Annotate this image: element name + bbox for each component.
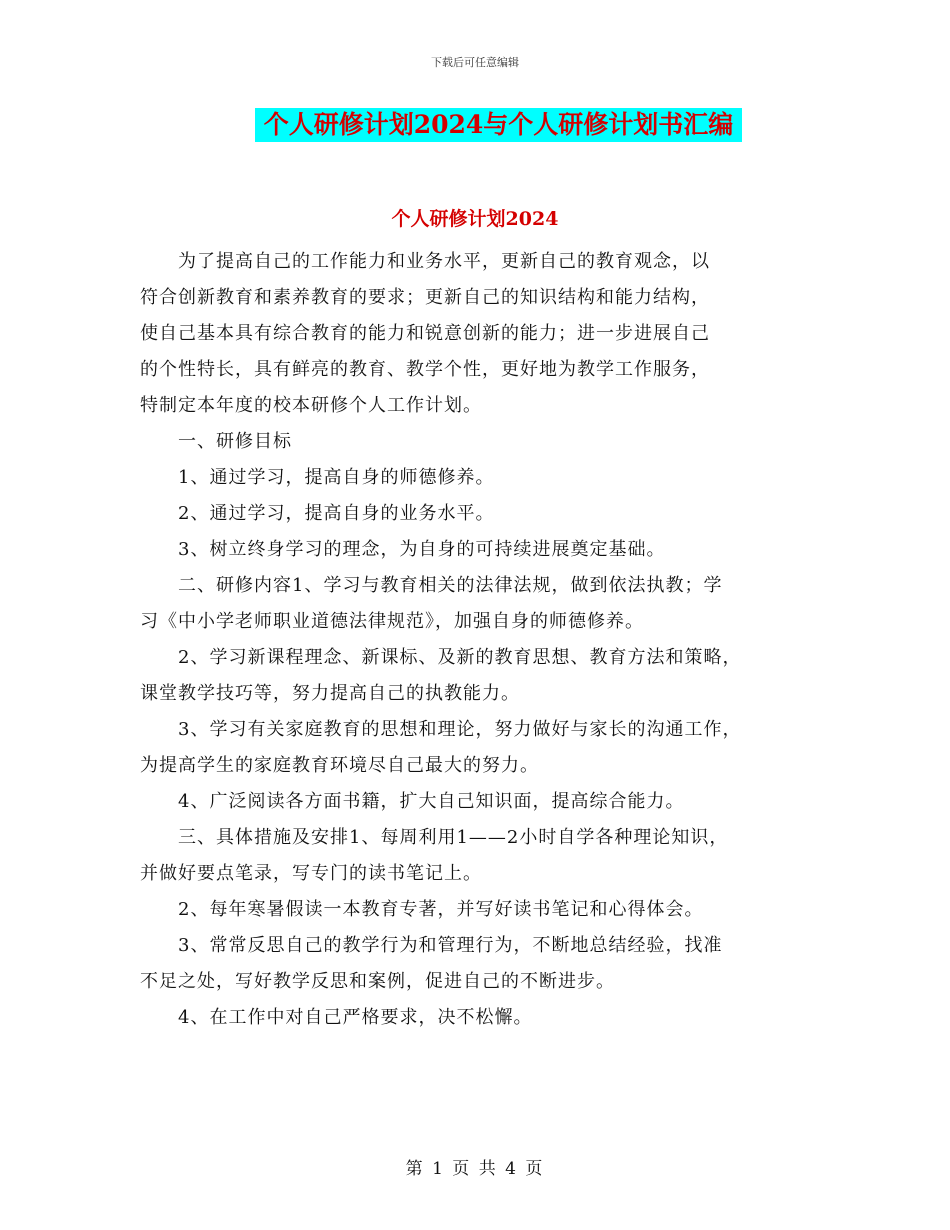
- page-header: 下载后可任意编辑: [431, 56, 519, 69]
- body-line: 1、通过学习，提高自身的师德修养。: [140, 467, 495, 488]
- body-line: 符合创新教育和素养教育的要求；更新自己的知识结构和能力结构，: [140, 287, 710, 308]
- body-line: 为提高学生的家庭教育环境尽自己最大的努力。: [140, 755, 539, 776]
- body-line: 4、在工作中对自己严格要求，决不松懈。: [140, 1007, 533, 1028]
- body-line: 三、具体措施及安排1、每周利用1——2小时自学各种理论知识，: [140, 827, 729, 848]
- document-title: 个人研修计划2024与个人研修计划书汇编: [255, 108, 742, 142]
- body-line: 不足之处，写好教学反思和案例，促进自己的不断进步。: [140, 971, 615, 992]
- page-footer: 第 1 页 共 4 页: [405, 1159, 545, 1179]
- body-line: 2、通过学习，提高自身的业务水平。: [140, 503, 495, 524]
- body-line: 3、树立终身学习的理念，为自身的可持续进展奠定基础。: [140, 539, 666, 560]
- body-line: 为了提高自己的工作能力和业务水平，更新自己的教育观念，以: [140, 251, 710, 272]
- body-line: 3、常常反思自己的教学行为和管理行为，不断地总结经验，找准: [140, 935, 723, 956]
- body-line: 二、研修内容1、学习与教育相关的法律法规，做到依法执教；学: [140, 575, 723, 596]
- body-line: 3、学习有关家庭教育的思想和理论，努力做好与家长的沟通工作，: [140, 719, 742, 740]
- body-line: 4、广泛阅读各方面书籍，扩大自己知识面，提高综合能力。: [140, 791, 685, 812]
- body-line: 使自己基本具有综合教育的能力和锐意创新的能力；进一步进展自己: [140, 323, 710, 344]
- body-line: 课堂教学技巧等，努力提高自己的执教能力。: [140, 683, 520, 704]
- section-title: 个人研修计划2024: [391, 208, 559, 230]
- body-line: 2、学习新课程理念、新课标、及新的教育思想、教育方法和策略，: [140, 647, 742, 668]
- body-line: 一、研修目标: [140, 431, 292, 452]
- body-line: 习《中小学老师职业道德法律规范》，加强自身的师德修养。: [140, 611, 644, 632]
- body-line: 特制定本年度的校本研修个人工作计划。: [140, 395, 482, 416]
- body-line: 并做好要点笔录，写专门的读书笔记上。: [140, 863, 482, 884]
- document-body: [140, 244, 820, 1036]
- body-line: 的个性特长，具有鲜亮的教育、教学个性，更好地为教学工作服务，: [140, 359, 710, 380]
- body-line: 2、每年寒暑假读一本教育专著，并写好读书笔记和心得体会。: [140, 899, 704, 920]
